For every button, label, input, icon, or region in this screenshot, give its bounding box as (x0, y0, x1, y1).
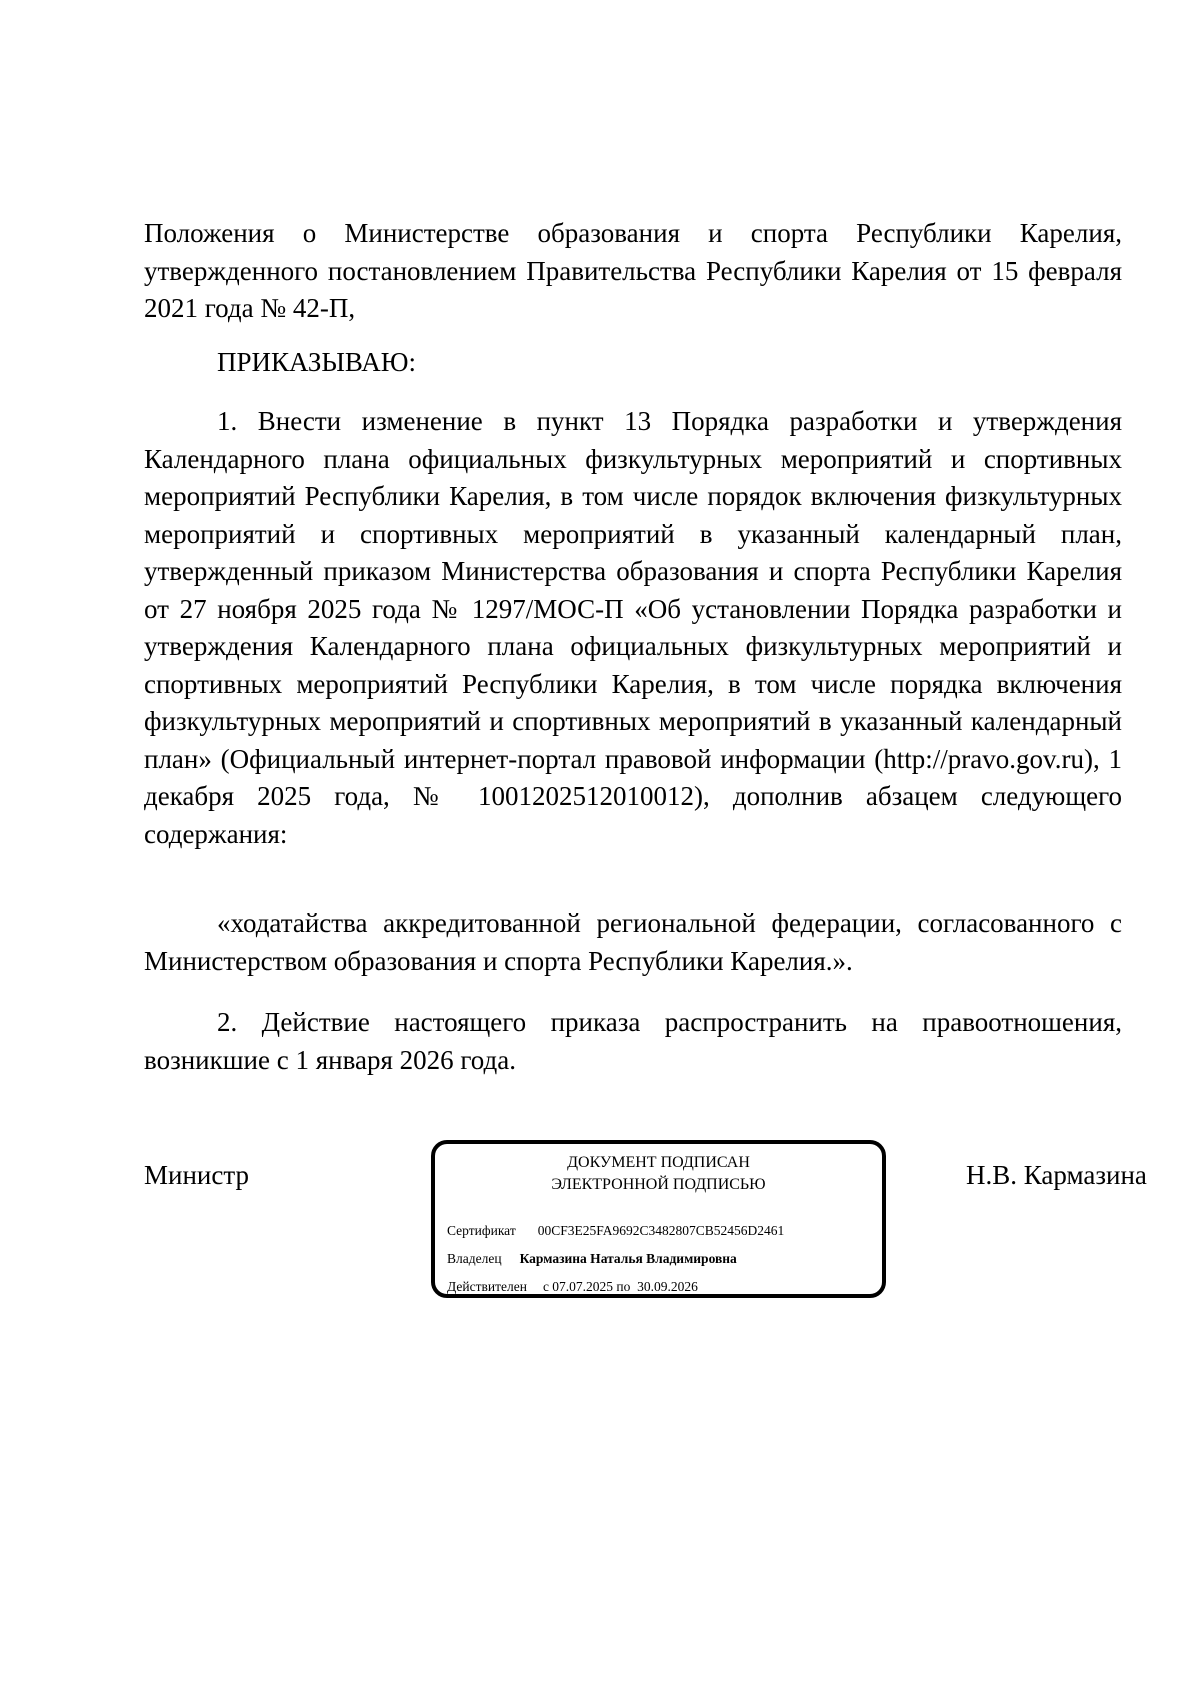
validity-label: Действителен (447, 1279, 527, 1294)
owner-label: Владелец (447, 1251, 502, 1266)
quote-paragraph: «ходатайства аккредитованной региональной федерации, согласованного с Министерством образования и спорта Республики Карелия.». (144, 908, 1122, 976)
signer-name: Н.В. Кармазина (966, 1160, 1147, 1190)
item-1-paragraph: 1. Внести изменение в пункт 13 Порядка разработки и утверждения Календарного плана официальных физкультурных мероприятий и спортивных мероприятий Республики Карелия, в том числе порядок включения физкультурных мероприятий и спортивных мероприятий в указанный календарный план, утвержденный приказом Министерства образования и спорта Республики Карелия от 27 ноября 2025 года № 1297/МОС-П «Об установлении Порядка разработки и утверждения Календарного плана официальных физкультурных мероприятий и спортивных мероприятий Республики Карелия, в том числе порядка включения физкультурных мероприятий и спортивных мероприятий в указанный календарный план» (Официальный интернет-портал правовой информации (http://pravo.gov.ru), 1 декабря 2025 года, № 1001202512010012), дополнив абзацем следующего содержания: (144, 406, 1122, 849)
stamp-header (435, 1152, 882, 1196)
stamp-header-line-1: ДОКУМЕНТ ПОДПИСАН (567, 1154, 750, 1171)
certificate-label: Сертификат (447, 1223, 516, 1238)
electronic-signature-stamp (431, 1140, 886, 1298)
order-heading: ПРИКАЗЫВАЮ: (217, 347, 416, 377)
validity-to: 30.09.2026 (637, 1279, 698, 1294)
item-2-paragraph: 2. Действие настоящего приказа распространить на правоотношения, возникшие с 1 января 2026 года. (144, 1007, 1122, 1075)
certificate-value: 00CF3E25FA9692C3482807CB52456D2461 (537, 1223, 785, 1238)
stamp-certificate-row (447, 1222, 784, 1240)
stamp-validity-row (447, 1278, 698, 1296)
owner-value: Кармазина Наталья Владимировна (519, 1251, 737, 1266)
preamble-paragraph: Положения о Министерстве образования и спорта Республики Карелия, утвержденного постановлением Правительства Республики Карелия от 15 февраля 2021 года № 42-П, (144, 218, 1122, 323)
stamp-header-line-2: ЭЛЕКТРОННОЙ ПОДПИСЬЮ (551, 1176, 766, 1193)
stamp-owner-row (447, 1250, 737, 1268)
signer-position: Министр (144, 1160, 249, 1190)
validity-from: с 07.07.2025 по (542, 1279, 631, 1294)
